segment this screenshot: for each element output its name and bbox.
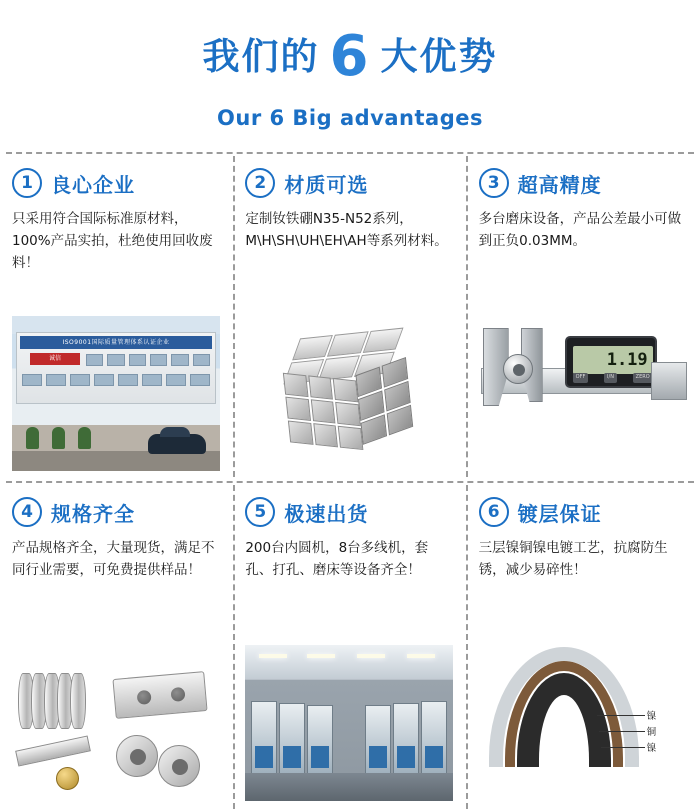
tree <box>52 427 65 449</box>
advantage-3-title: 超高精度 <box>517 172 602 197</box>
advantage-card-6 <box>467 481 700 810</box>
advantage-1-title: 良心企业 <box>51 172 135 197</box>
window <box>142 374 162 386</box>
advantage-6-title: 镀层保证 <box>517 501 602 526</box>
advantage-card-5 <box>233 481 466 810</box>
title-right-text: 大优势 <box>380 35 498 78</box>
window <box>86 354 103 366</box>
tree <box>78 427 91 449</box>
advantage-card-4 <box>0 481 233 810</box>
machine-unit <box>393 703 419 775</box>
cube-front-face <box>283 373 364 450</box>
advantage-2-number-badge: 2 <box>245 168 275 198</box>
magnet-block <box>286 397 311 421</box>
advantage-4-number-badge: 4 <box>12 497 42 527</box>
advantage-2-title: 材质可选 <box>284 172 369 197</box>
advantage-3-number-badge: 3 <box>479 168 509 198</box>
magnet-cube <box>274 327 417 452</box>
building-banner-text: ISO9001国际质量管理体系认证企业 <box>20 336 212 349</box>
window <box>94 374 114 386</box>
advantage-6-header <box>479 495 690 529</box>
ceiling-light <box>357 654 385 658</box>
disc-magnet <box>70 673 86 729</box>
title-left-text: 我们的 <box>202 35 320 78</box>
magnet-block <box>308 375 333 399</box>
layer-label-nickel-outer: 镍 <box>646 711 657 722</box>
advantage-card-2 <box>233 152 466 481</box>
measured-ring-magnet <box>503 354 533 384</box>
advantages-row-2 <box>0 481 700 810</box>
advantage-3-text: 多台磨床设备，产品公差最小可做到正负0.03MM。 <box>478 211 682 249</box>
advantage-5-title: 极速出货 <box>284 501 369 526</box>
magnet-block <box>311 399 336 423</box>
ceiling-light <box>259 654 287 658</box>
caliper-thumb-roller <box>651 362 687 400</box>
advantage-1-header <box>12 166 223 200</box>
layer-label-copper: 铜 <box>646 727 657 738</box>
digital-caliper-photo <box>479 314 687 464</box>
advantage-6-text: 三层镍铜镍电镀工艺，抗腐防生锈，减少易碎性！ <box>478 540 668 578</box>
advantage-6-number-badge: 6 <box>479 497 509 527</box>
page-subtitle: Our 6 Big advantages <box>217 105 483 130</box>
factory-building-photo <box>12 316 220 471</box>
countersunk-hole <box>170 687 185 702</box>
page-title <box>0 26 700 88</box>
caliper-button-off[interactable]: OFF <box>573 373 589 383</box>
leader-line-nickel-outer <box>597 715 645 716</box>
layer-label-nickel-inner: 镍 <box>646 743 657 754</box>
machine-unit <box>421 701 447 775</box>
window <box>166 374 186 386</box>
countersunk-plate-magnet <box>112 671 207 719</box>
window <box>129 354 146 366</box>
window <box>193 354 210 366</box>
ceiling-with-lights <box>245 645 453 679</box>
tree <box>26 427 39 449</box>
caliper-button-unit[interactable]: I/N <box>604 373 617 383</box>
parked-car <box>148 434 206 454</box>
advantage-5-header <box>245 495 456 529</box>
countersunk-hole <box>137 690 152 705</box>
advantage-4-text: 产品规格齐全，大量现货，满足不同行业需要，可免费提供样品！ <box>12 540 215 578</box>
magnet-block <box>288 420 313 444</box>
magnet-block <box>336 402 361 426</box>
reference-coin <box>56 767 79 790</box>
advantage-4-header <box>12 495 223 529</box>
assorted-magnets-photo <box>12 661 220 801</box>
advantage-4-title: 规格齐全 <box>51 501 135 526</box>
caliper-lcd-reading: 1.19 <box>573 346 653 374</box>
machine-unit <box>307 705 333 775</box>
title-number: 6 <box>329 24 371 89</box>
advantage-1-text: 只采用符合国际标准原材料，100%产品实拍，杜绝使用回收废料！ <box>12 211 213 271</box>
advantage-card-1 <box>0 152 233 481</box>
advantages-row-1 <box>0 152 700 481</box>
window <box>70 374 90 386</box>
machine-unit <box>279 703 305 775</box>
window <box>150 354 167 366</box>
window <box>118 374 138 386</box>
ring-magnet <box>116 735 158 777</box>
poster-header <box>0 0 700 130</box>
road-strip <box>12 451 220 471</box>
coated-arc-magnet-diagram <box>479 641 693 801</box>
magnet-block <box>338 426 363 450</box>
ceiling-light <box>307 654 335 658</box>
magnet-block <box>283 373 308 397</box>
window-row-lower <box>22 374 210 386</box>
advantage-5-text: 200台内圆机，8台多线机，套孔、打孔、磨床等设备齐全！ <box>245 540 429 578</box>
magnet-block <box>363 328 404 353</box>
factory-aisle <box>245 773 453 801</box>
factory-floor-machines-photo <box>245 645 453 801</box>
caliper-button-zero[interactable]: ZERO <box>633 373 653 383</box>
window <box>107 354 124 366</box>
advantage-card-3 <box>467 152 700 481</box>
bar-magnet <box>15 735 91 766</box>
ring-magnet <box>158 745 200 787</box>
window-row-upper <box>86 354 210 366</box>
window <box>22 374 42 386</box>
ceiling-light <box>407 654 435 658</box>
advantage-3-header <box>479 166 690 200</box>
company-logo-sign: 诚信 <box>30 353 80 365</box>
window <box>171 354 188 366</box>
caliper-display-housing <box>565 336 657 388</box>
advantages-grid <box>0 152 700 810</box>
magnet-block <box>313 423 338 447</box>
leader-line-nickel-inner <box>601 747 645 748</box>
machine-unit <box>251 701 277 775</box>
advantage-1-number-badge: 1 <box>12 168 42 198</box>
caliper-buttons <box>573 373 653 383</box>
advantage-2-header <box>245 166 456 200</box>
magnet-cube-photo <box>245 320 453 468</box>
advantage-5-number-badge: 5 <box>245 497 275 527</box>
window <box>190 374 210 386</box>
advantage-2-text: 定制钕铁硼N35-N52系列，M\H\SH\UH\EH\AH等系列材料。 <box>245 211 448 249</box>
leader-line-copper <box>599 731 645 732</box>
window <box>46 374 66 386</box>
machine-unit <box>365 705 391 775</box>
magnet-block <box>333 378 358 402</box>
